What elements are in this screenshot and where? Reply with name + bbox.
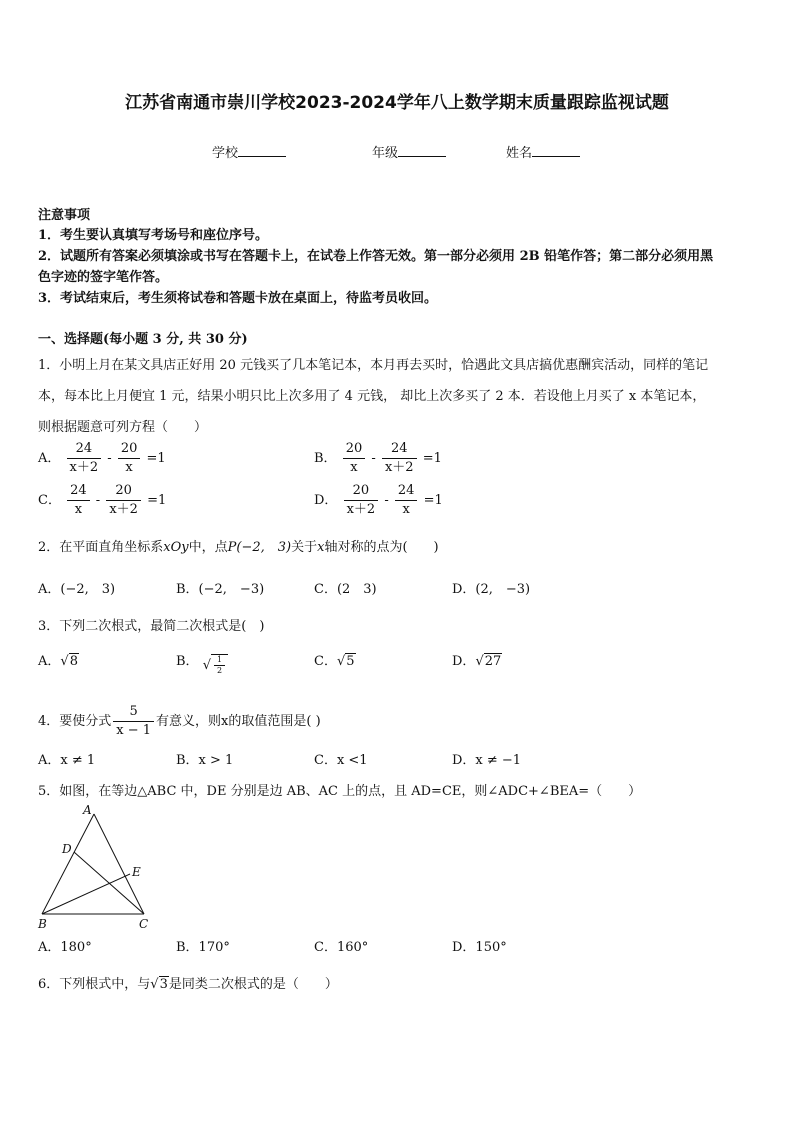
label-a: A: [83, 803, 92, 817]
fraction: $\frac{24}{x+2}$: [382, 440, 417, 477]
grade-label: 年级: [372, 146, 399, 161]
sqrt: √ $\frac{1}{2}$: [203, 654, 228, 676]
q3-stem: 3．下列二次根式，最简二次根式是( ): [38, 619, 265, 634]
fraction: $\frac{20}{x+2}$: [344, 482, 379, 519]
q2-option-c[interactable]: C．(2 3): [314, 582, 377, 597]
notice-item: 色字迹的签字笔作答。: [38, 270, 169, 285]
triangle-figure: [34, 802, 158, 930]
school-field: [212, 142, 286, 161]
q1-option-c[interactable]: C． $\frac{24}{x}$ - $\frac{20}{x+2}$ =1: [38, 483, 167, 517]
school-blank[interactable]: [238, 144, 286, 157]
notice-item: 1．考生要认真填写考场号和座位序号。: [38, 228, 269, 243]
q1-option-b[interactable]: B． $\frac{20}{x}$ - $\frac{24}{x+2}$ =1: [314, 441, 442, 475]
edge-ab: [42, 814, 94, 914]
fraction: $\frac{20}{x+2}$: [106, 482, 141, 519]
q3-option-c[interactable]: C．√5: [314, 654, 355, 669]
label-d: D: [62, 842, 72, 856]
option-label: C．: [38, 493, 61, 508]
q3-option-d[interactable]: D．√27: [452, 654, 502, 669]
name-field: [506, 142, 580, 161]
option-label: A．: [38, 451, 61, 466]
fraction: $\frac{5}{x - 1}$: [113, 703, 154, 740]
school-label: 学校: [212, 146, 239, 161]
q4-stem: 4．要使分式 $\frac{5}{x - 1}$ 有意义，则x的取值范围是( ): [38, 704, 321, 738]
q6-stem: 6．下列根式中，与√3是同类二次根式的是（ ）: [38, 977, 338, 992]
q2-stem: 2．在平面直角坐标系xOy中，点P(−2, 3)关于x轴对称的点为( ): [38, 540, 439, 555]
name-label: 姓名: [506, 146, 533, 161]
fraction: $\frac{20}{x}$: [118, 440, 141, 477]
fraction: $\frac{20}{x}$: [343, 440, 366, 477]
notice-item: 2．试题所有答案必须填涂或书写在答题卡上，在试卷上作答无效。第一部分必须用 2B 铅笔作答；第二部分必须用黑: [38, 249, 714, 264]
option-label: B．: [314, 451, 337, 466]
q1-stem: 则根据题意可列方程（ ）: [38, 420, 208, 435]
q4-option-a[interactable]: A．x ≠ 1: [38, 753, 96, 768]
name-blank[interactable]: [532, 144, 580, 157]
exam-title: 江苏省南通市崇川学校2023-2024学年八上数学期末质量跟踪监视试题: [125, 93, 669, 113]
q1-stem: 本，每本比上月便宜 1 元，结果小明只比上次多用了 4 元钱， 却比上次多买了 2 本．若设他上月买了 x 本笔记本，: [38, 389, 706, 404]
notice-item: 3．考试结束后，考生须将试卷和答题卡放在桌面上，待监考员收回。: [38, 291, 438, 306]
label-b: B: [38, 917, 47, 930]
sqrt: √8: [60, 654, 78, 669]
q5-option-c[interactable]: C．160°: [314, 940, 369, 955]
q1-option-a[interactable]: A． $\frac{24}{x+2}$ - $\frac{20}{x}$ =1: [38, 441, 166, 475]
q2-option-d[interactable]: D．(2, −3): [452, 582, 531, 597]
sqrt: √27: [475, 654, 502, 669]
grade-field: [372, 142, 446, 161]
q4-option-c[interactable]: C．x <1: [314, 753, 368, 768]
q5-option-b[interactable]: B．170°: [176, 940, 230, 955]
edge-ac: [94, 814, 144, 914]
q5-option-d[interactable]: D．150°: [452, 940, 507, 955]
q1-option-d[interactable]: D． $\frac{20}{x+2}$ - $\frac{24}{x}$ =1: [314, 483, 443, 517]
label-e: E: [132, 865, 141, 879]
option-label: D．: [314, 493, 338, 508]
sqrt: √3: [150, 977, 168, 992]
fraction: $\frac{24}{x}$: [67, 482, 90, 519]
q4-option-b[interactable]: B．x > 1: [176, 753, 234, 768]
q3-option-b[interactable]: B． √ $\frac{1}{2}$: [176, 650, 228, 672]
segment-be: [42, 874, 130, 914]
q3-option-a[interactable]: A．√8: [38, 654, 78, 669]
sqrt: √5: [336, 654, 355, 669]
q2-option-a[interactable]: A．(−2, 3): [38, 582, 116, 597]
fraction: $\frac{24}{x+2}$: [67, 440, 102, 477]
label-c: C: [139, 917, 149, 930]
q1-stem: 1．小明上月在某文具店正好用 20 元钱买了几本笔记本，本月再去买时，恰遇此文具店搞优惠酬宾活动，同样的笔记: [38, 358, 709, 373]
q4-option-d[interactable]: D．x ≠ −1: [452, 753, 522, 768]
section-heading: 一、选择题(每小题 3 分, 共 30 分): [38, 332, 248, 347]
q5-option-a[interactable]: A．180°: [38, 940, 92, 955]
fraction: $\frac{24}{x}$: [395, 482, 418, 519]
notice-heading: 注意事项: [38, 208, 91, 223]
q2-option-b[interactable]: B．(−2, −3): [176, 582, 265, 597]
q5-stem: 5．如图，在等边△ABC 中，DE 分别是边 AB、AC 上的点，且 AD=CE，则∠ADC+∠BEA=（ ）: [38, 784, 642, 799]
grade-blank[interactable]: [398, 144, 446, 157]
